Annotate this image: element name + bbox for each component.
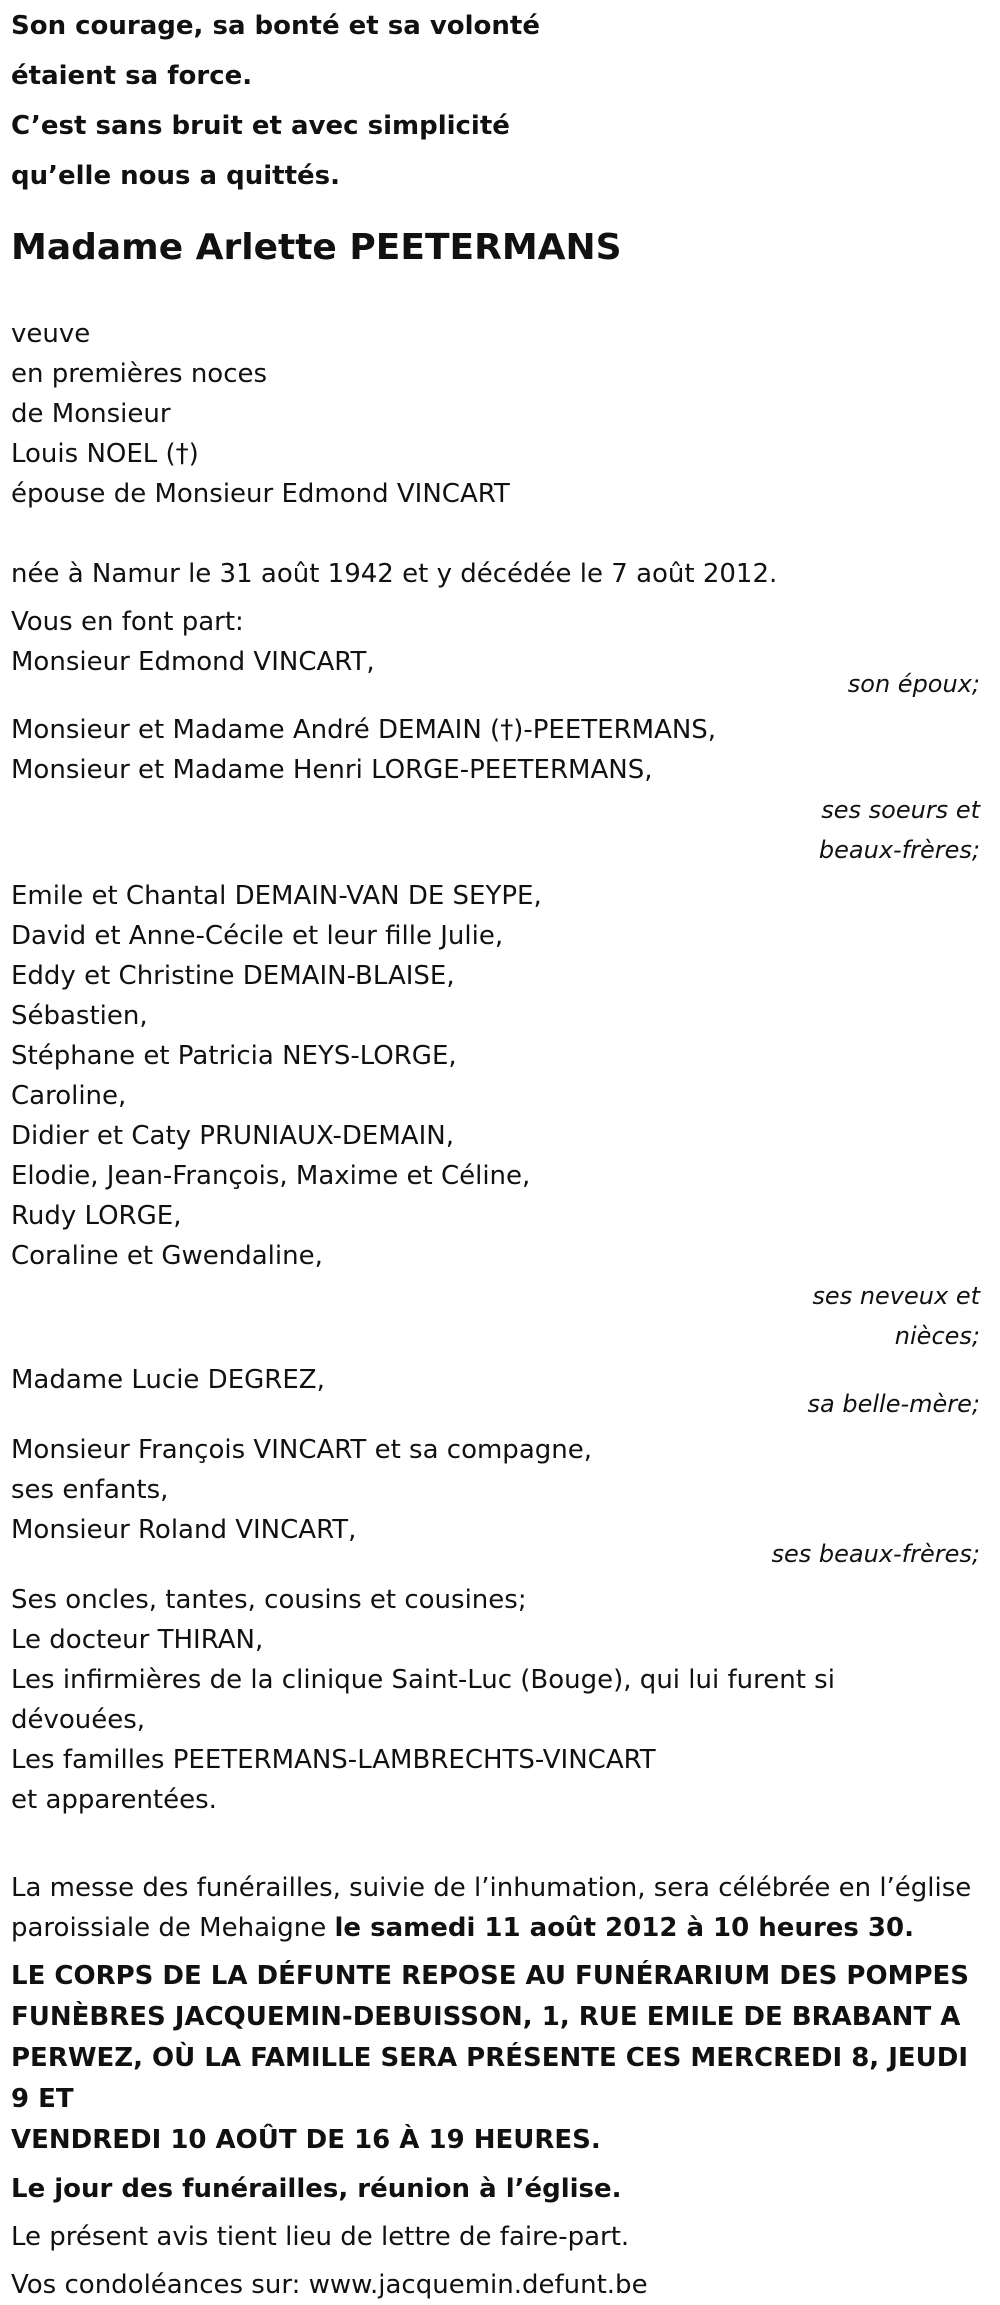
mourner-line: et apparentées. [11,1785,217,1815]
family-member: Monsieur et Madame Henri LORGE-PEETERMANS, [11,755,653,785]
mourner-line: dévouées, [11,1705,146,1735]
obituary-notice [11,6,991,2305]
intro-line: Son courage, sa bonté et sa volonté [11,11,540,41]
faire-part-note: Le présent avis tient lieu de lettre de faire-part. [11,2222,630,2252]
family-member: Monsieur et Madame André DEMAIN (†)-PEETERMANS, [11,715,717,745]
funerarium-line: VENDREDI 10 AOÛT DE 16 À 19 HEURES. [11,2125,601,2155]
family-member: Eddy et Christine DEMAIN-BLAISE, [11,961,455,991]
family-group [11,1360,991,1424]
family-member: Monsieur François VINCART et sa compagne, [11,1435,592,1465]
mourner-line: Les familles PEETERMANS-LAMBRECHTS-VINCART [11,1745,656,1775]
intro-line: qu’elle nous a quittés. [11,161,341,191]
funerarium-line: PERWEZ, OÙ LA FAMILLE SERA PRÉSENTE CES MERCREDI 8, JEUDI 9 ET [11,2043,969,2114]
family-member: Sébastien, [11,1001,148,1031]
announcement-label: Vous en font part: [11,607,244,637]
relation-label: son époux; [847,670,980,698]
intro-verse [11,6,991,196]
relation-label: sa belle-mère; [807,1390,980,1418]
mourner-line: Ses oncles, tantes, cousins et cousines; [11,1585,527,1615]
mourner-line: Les infirmières de la clinique Saint-Luc (Bouge), qui lui furent si [11,1665,835,1695]
mass-location: paroissiale de Mehaigne [11,1913,335,1943]
mass-date-time: le samedi 11 août 2012 à 10 heures 30. [334,1913,914,1943]
deceased-name: Madame Arlette PEETERMANS [11,227,622,268]
status-line: en premières noces [11,359,268,389]
family-member: Monsieur Roland VINCART, [11,1515,357,1545]
family-member: Caroline, [11,1081,127,1111]
condolences-line [11,2265,991,2305]
condolences-label: Vos condoléances sur: [11,2270,309,2300]
family-member: Madame Lucie DEGREZ, [11,1365,325,1395]
status-line: Louis NOEL (†) [11,439,199,469]
status-line: de Monsieur [11,399,171,429]
family-member: Elodie, Jean-François, Maxime et Céline, [11,1161,531,1191]
family-member: Stéphane et Patricia NEYS-LORGE, [11,1041,457,1071]
family-member: Rudy LORGE, [11,1201,182,1231]
mass-line [11,1908,991,1948]
relation-label: beaux-frères; [818,836,980,864]
status-line: épouse de Monsieur Edmond VINCART [11,479,510,509]
intro-line: C’est sans bruit et avec simplicité [11,111,510,141]
mourner-line: Le docteur THIRAN, [11,1625,264,1655]
status-line: veuve [11,319,91,349]
funeral-mass [11,1868,991,1948]
family-member: David et Anne-Cécile et leur fille Julie, [11,921,504,951]
relation-label: nièces; [894,1322,980,1350]
intro-line: étaient sa force. [11,61,253,91]
relation-label: ses neveux et [812,1282,980,1310]
other-mourners [11,1580,991,1820]
marital-status [11,314,991,514]
condolences-link[interactable]: www.jacquemin.defunt.be [308,2270,648,2300]
relation-label: ses soeurs et [821,796,980,824]
family-group [11,642,991,704]
family-member: ses enfants, [11,1475,169,1505]
family-group [11,1430,991,1574]
funerarium-line: LE CORPS DE LA DÉFUNTE REPOSE AU FUNÉRARIUM DES POMPES [11,1961,970,1991]
family-group [11,710,991,870]
birth-death-dates: née à Namur le 31 août 1942 et y décédée le 7 août 2012. [11,559,778,589]
family-group [11,876,991,1356]
family-member: Monsieur Edmond VINCART, [11,647,375,677]
family-member: Didier et Caty PRUNIAUX-DEMAIN, [11,1121,454,1151]
family-member: Emile et Chantal DEMAIN-VAN DE SEYPE, [11,881,542,911]
church-meeting-note: Le jour des funérailles, réunion à l’église. [11,2174,622,2204]
funerarium-notice [11,1956,991,2161]
funerarium-line: FUNÈBRES JACQUEMIN-DEBUISSON, 1, RUE EMILE DE BRABANT A [11,2002,961,2032]
mass-line: La messe des funérailles, suivie de l’inhumation, sera célébrée en l’église [11,1873,972,1903]
relation-label: ses beaux-frères; [771,1540,980,1568]
family-member: Coraline et Gwendaline, [11,1241,323,1271]
